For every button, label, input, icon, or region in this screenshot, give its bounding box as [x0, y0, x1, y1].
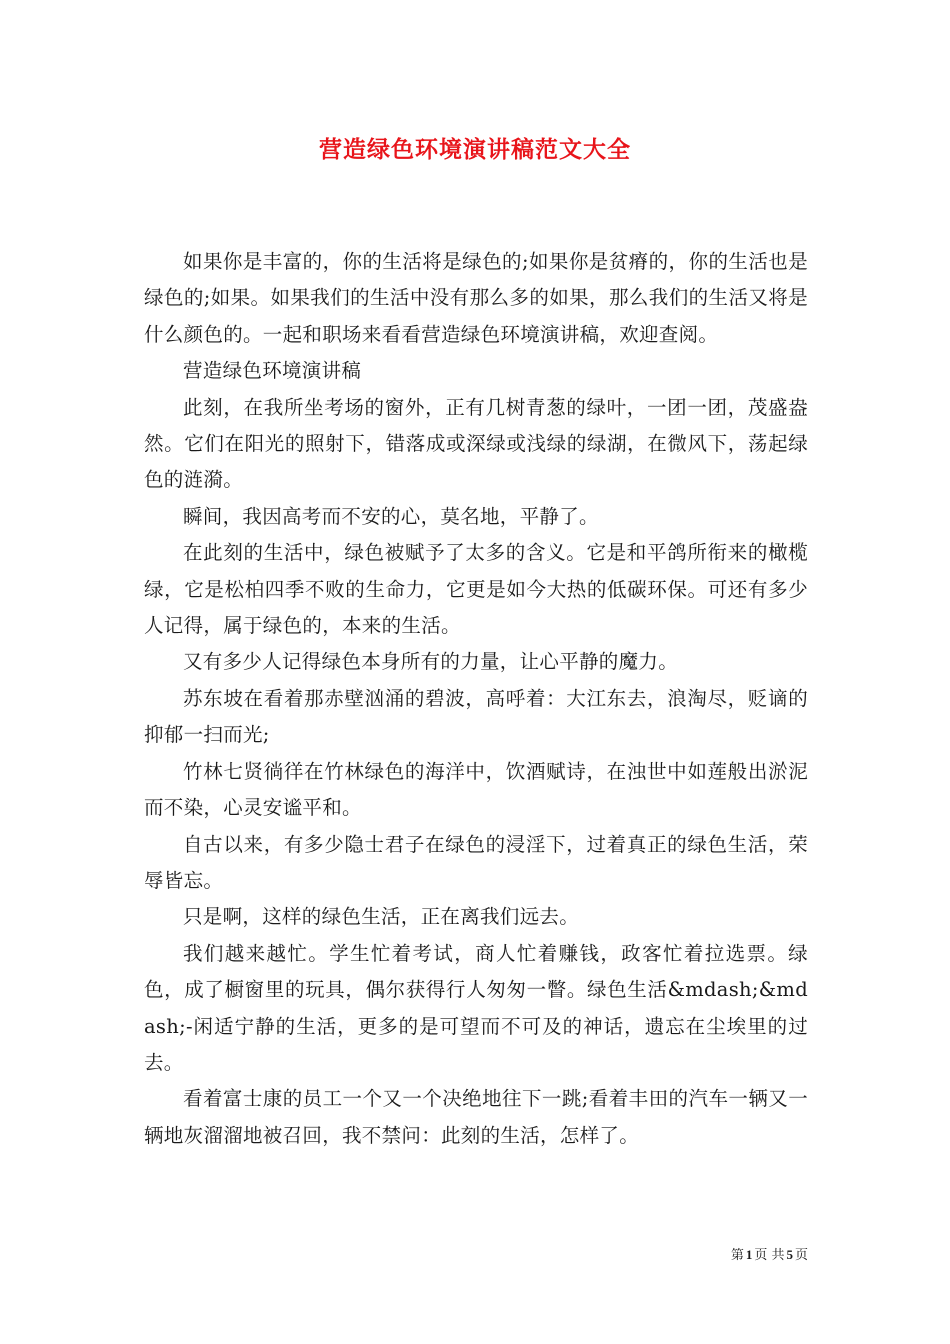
paragraph-intro: 如果你是丰富的，你的生活将是绿色的;如果你是贫瘠的，你的生活也是绿色的;如果。如果我们的生活中没有那么多的如果，那么我们的生活又将是什么颜色的。一起和职场来看看营造绿色环境演讲稿，欢迎查阅。 [144, 250, 808, 346]
paragraph: 又有多少人记得绿色本身所有的力量，让心平静的魔力。 [183, 650, 679, 674]
document-body [144, 244, 808, 1154]
paragraph: 苏东坡在看着那赤壁汹涌的碧波，高呼着：大江东去，浪淘尽，贬谪的抑郁一扫而光; [144, 686, 808, 747]
current-page-number: 1 [745, 1247, 753, 1262]
footer-suffix: 页 [794, 1248, 808, 1263]
paragraph: 我们越来越忙。学生忙着考试，商人忙着赚钱，政客忙着拉选票。绿色，成了橱窗里的玩具，偶尔获得行人匆匆一瞥。绿色生活&mdash;&mdash;-闲适宁静的生活，更多的是可望而不可及的神话，遗忘在尘埃里的过去。 [144, 941, 808, 1074]
paragraph: 竹林七贤徜徉在竹林绿色的海洋中，饮酒赋诗，在浊世中如莲般出淤泥而不染，心灵安谧平和。 [144, 759, 808, 820]
paragraph-subtitle: 营造绿色环境演讲稿 [183, 359, 362, 383]
paragraph: 看着富士康的员工一个又一个决绝地往下一跳;看着丰田的汽车一辆又一辆地灰溜溜地被召回，我不禁问：此刻的生活，怎样了。 [144, 1087, 808, 1147]
paragraph: 此刻，在我所坐考场的窗外，正有几树青葱的绿叶，一团一团，茂盛盎然。它们在阳光的照射下，错落成或深绿或浅绿的绿湖，在微风下，荡起绿色的涟漪。 [144, 395, 808, 492]
total-pages-number: 5 [786, 1247, 793, 1262]
footer-prefix: 第 [730, 1248, 744, 1263]
paragraph: 自古以来，有多少隐士君子在绿色的浸淫下，过着真正的绿色生活，荣辱皆忘。 [144, 832, 808, 892]
paragraph: 在此刻的生活中，绿色被赋予了太多的含义。它是和平鸽所衔来的橄榄绿，它是松柏四季不败的生命力，它更是如今大热的低碳环保。可还有多少人记得，属于绿色的，本来的生活。 [144, 541, 808, 638]
page-number-footer [690, 1246, 808, 1265]
paragraph: 瞬间，我因高考而不安的心，莫名地，平静了。 [183, 504, 599, 528]
footer-middle: 页 共 [754, 1248, 785, 1263]
document-title: 营造绿色环境演讲稿范文大全 [319, 136, 631, 163]
paragraph: 只是啊，这样的绿色生活，正在离我们远去。 [183, 905, 580, 929]
